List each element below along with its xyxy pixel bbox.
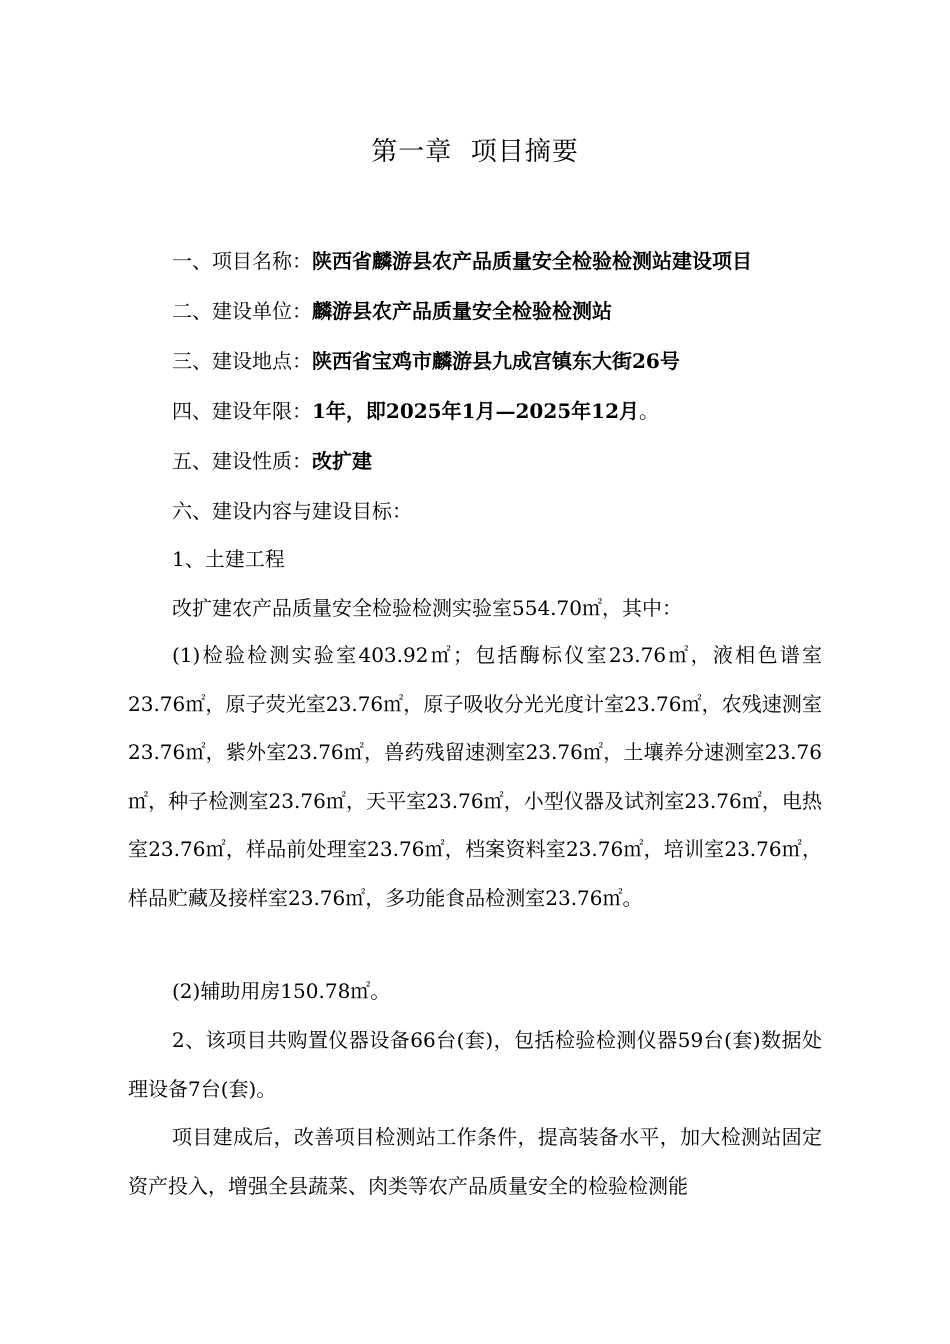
- builder-label: 二、建设单位：: [172, 299, 312, 323]
- civil-works-intro: 改扩建农产品质量安全检验检测实验室554.70㎡，其中：: [172, 596, 682, 620]
- goals-paragraph: 项目建成后，改善项目检测站工作条件，提高装备水平，加大检测站固定资产投入，增强全县蔬菜、肉类等农产品质量安全的检验检测能: [128, 1125, 822, 1198]
- location-line: [172, 346, 852, 376]
- nature-label: 五、建设性质：: [172, 449, 312, 473]
- duration-suffix: 。: [639, 399, 659, 423]
- location-label: 三、建设地点：: [172, 349, 312, 373]
- lab-rooms-paragraph: (1)检验检测实验室403.92㎡；包括酶标仪室23.76㎡，液相色谱室23.76㎡，原子荧光室23.76㎡，原子吸收分光光度计室23.76㎡，农残速测室23.76㎡，紫外室23.76㎡，兽药残留速测室23.76㎡，土壤养分速测室23.76㎡，种子检测室23.76㎡，天平室23.76㎡，小型仪器及试剂室23.76㎡，电热室23.76㎡，样品前处理室23.76㎡，档案资料室23.76㎡，培训室23.76㎡，样品贮藏及接样室23.76㎡，多功能食品检测室23.76㎡。: [128, 643, 822, 910]
- builder-line: [172, 296, 852, 326]
- duration-line: [172, 396, 852, 426]
- builder-value: 麟游县农产品质量安全检验检测站: [312, 299, 612, 323]
- nature-line: [172, 446, 852, 476]
- nature-value: 改扩建: [312, 449, 372, 473]
- section-civil-works: 1、土建工程: [172, 547, 285, 571]
- project-name-line: [172, 246, 852, 276]
- chapter-title: 第一章 项目摘要: [371, 137, 579, 167]
- equipment-paragraph: 2、该项目共购置仪器设备66台(套)，包括检验检测仪器59台(套)数据处理设备7台(套)。: [128, 1028, 822, 1101]
- duration-value: 1年，即2025年1月—2025年12月: [312, 399, 639, 423]
- content-goal-line: [172, 496, 852, 526]
- location-value: 陕西省宝鸡市麟游县九成宫镇东大街26号: [312, 349, 680, 373]
- duration-label: 四、建设年限：: [172, 399, 312, 423]
- project-name-value: 陕西省麟游县农产品质量安全检验检测站建设项目: [312, 249, 752, 273]
- content-goal-label: 六、建设内容与建设目标：: [172, 499, 412, 523]
- project-name-label: 一、项目名称：: [172, 249, 312, 273]
- auxiliary-rooms-paragraph: (2)辅助用房150.78㎡。: [172, 979, 391, 1003]
